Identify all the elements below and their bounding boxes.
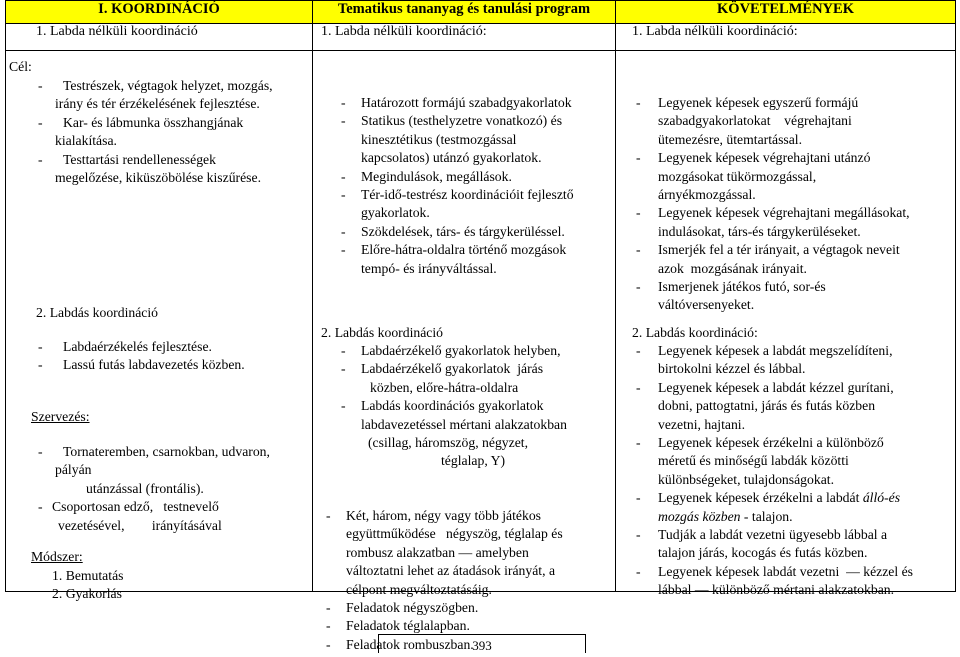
- content-col3: [616, 51, 956, 598]
- list-item: - Legyenek képesek érzékelni a labdát álló-és mozgás közben - talajon.: [636, 490, 901, 524]
- program-section2-title: 2. Labdás koordináció: [321, 325, 444, 340]
- list-item: - Labdaérzékelő gyakorlatok járás közben, előre-hátra-oldalra: [341, 361, 544, 395]
- list-item: - Feladatok négyszögben.: [326, 600, 479, 615]
- list-item: - Legyenek képesek a labdát megszelídíteni, birtokolni kézzel és lábbal.: [636, 343, 893, 377]
- list-item: - Labdaérzékelés fejlesztése.: [38, 339, 212, 354]
- szervezes-label: Szervezés:: [31, 409, 90, 424]
- list-item: - Lassú futás labdavezetés közben.: [38, 357, 245, 373]
- list-item: - Szökdelések, társ- és tárgykerüléssel.: [341, 223, 565, 239]
- list-item: - Tornateremben, csarnokban, udvaron, pályán utánzással (frontális).: [38, 444, 270, 496]
- list-item: - Kar- és lábmunka összhangjának kialakítása.: [38, 114, 244, 149]
- header-kovetelmenyek: KÖVETELMÉNYEK: [616, 1, 956, 24]
- list-item: - Tér-idő-testrész koordinációit fejlesztő gyakorlatok.: [341, 187, 574, 221]
- header-program: Tematikus tananyag és tanulási program: [313, 1, 616, 24]
- method-2: 2. Gyakorlás: [52, 586, 122, 601]
- list-item: - Testtartási rendellenességek megelőzése, kiküszöbölése kiszűrése.: [38, 151, 262, 186]
- list-item: - Legyenek képesek labdát vezetni — kézzel és lábbal — különböző mértani alakzatokban.: [636, 563, 913, 598]
- list-item: - Határozott formájú szabadgyakorlatok: [341, 95, 572, 110]
- program-list-1: [341, 94, 616, 278]
- header-row: [6, 1, 956, 24]
- list-item: - Feladatok téglalapban.: [326, 618, 470, 634]
- content-col1: [6, 51, 313, 601]
- italic-mozgas-kozben: mozgás közben: [658, 508, 741, 524]
- cel-label: Cél:: [9, 59, 32, 74]
- list-item: - Labdás koordinációs gyakorlatok labdavezetéssel mértani alakzatokban (csillag, háromszög, négyzet, téglalap, Y): [341, 398, 567, 469]
- org-list: [38, 443, 308, 535]
- content-row: [6, 51, 956, 592]
- list-item: - Ismerjenek játékos futó, sor-és váltóversenyeket.: [636, 279, 826, 313]
- list-item: - Legyenek képesek egyszerű formájú szabadgyakorlatokat végrehajtani ütemezésre, ütemtartással.: [636, 95, 859, 147]
- method-1: 1. Bemutatás: [52, 568, 124, 583]
- list-item: - Csoportosan edző, testnevelő vezetésével, irányításával: [38, 499, 222, 533]
- list-item: - Labdaérzékelő gyakorlatok helyben,: [341, 343, 561, 358]
- subheader-col1: 1. Labda nélküli koordináció: [6, 24, 313, 51]
- section2-title: 2. Labdás koordináció: [36, 305, 159, 320]
- header-koordinacio: I. KOORDINÁCIÓ: [6, 1, 313, 24]
- subheader-col2: 1. Labda nélküli koordináció:: [313, 24, 616, 51]
- list-item: - Legyenek képesek a labdát kézzel gurítani, dobni, pattogtatni, járás és futás közben vezetni, hajtani.: [636, 379, 894, 432]
- requirements-list-2: [636, 342, 954, 600]
- list-item: - Tudják a labdát vezetni ügyesebb lábbal a talajon járás, kocogás és futás közben.: [636, 527, 888, 561]
- requirements-section2-title: 2. Labdás koordináció:: [632, 325, 758, 340]
- italic-allo-es: álló-és: [862, 490, 901, 506]
- modszer-label: Módszer:: [31, 549, 83, 564]
- list-item: - Statikus (testhelyzetre vonatkozó) és kinesztétikus (testmozgással kapcsolatos) utánzó gyakorlatok.: [341, 113, 563, 166]
- list-item: - Két, három, négy vagy több játékos együttműködése négyszög, téglalap és rombusz alakzatban — amelyben változtatni lehet az átadások irányát, a célpont megváltoztatásáig.: [326, 508, 563, 597]
- list-item: - Előre-hátra-oldalra történő mozgások tempó- és irányváltással.: [341, 242, 567, 276]
- requirements-list-1: [636, 94, 954, 315]
- list-item: - Legyenek képesek végrehajtani utánzó mozgásokat tükörmozgással, árnyékmozgással.: [636, 150, 871, 203]
- list-item: - Legyenek képesek végrehajtani megállásokat, indulásokat, társ-és tárgykerüléseket.: [636, 205, 910, 239]
- program-list-3: [326, 507, 616, 599]
- list-item: - Feladatok rombuszban.: [326, 636, 474, 652]
- subheader-col3: 1. Labda nélküli koordináció:: [616, 24, 956, 51]
- list-item: - Legyenek képesek érzékelni a különböző méretű és minőségű labdák közötti különbségeket, tulajdonságokat.: [636, 435, 884, 487]
- goals-list: [38, 77, 308, 187]
- program-list-2: [341, 342, 616, 471]
- list-item: - Megindulások, megállások.: [341, 168, 512, 184]
- list-item: - Testrészek, végtagok helyzet, mozgás, irány és tér érzékelésének fejlesztése.: [38, 78, 273, 112]
- page-number: 393: [378, 634, 586, 653]
- list-item: - Ismerjék fel a tér irányait, a végtagok neveit azok mozgásának irányait.: [636, 242, 900, 276]
- section2-list: [38, 338, 308, 375]
- subheader-row: [6, 24, 956, 51]
